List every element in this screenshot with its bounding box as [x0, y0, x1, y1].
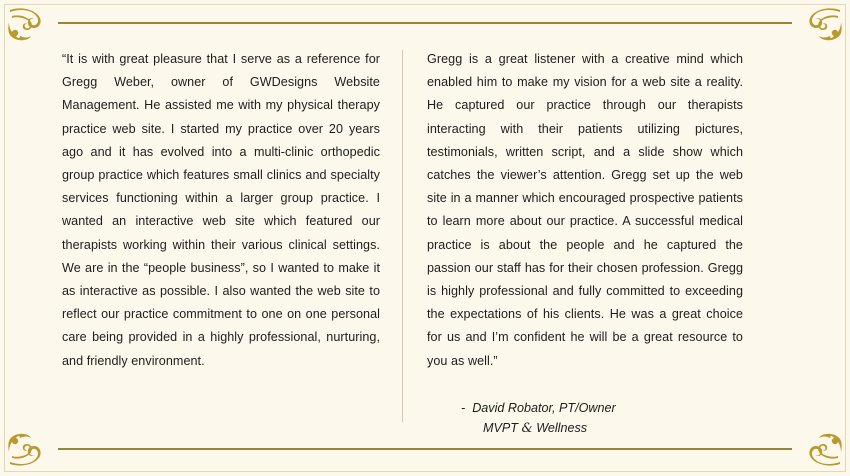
testimonial-paragraph-right: Gregg is a great listener with a creative mind which enabled him to make my vision for a web site a reality. He captured our practice through our therapists interacting with their patients utilizing pictures, testimonials, written script, and a slide show which catches the viewer’s attention. Gregg set up the web site in a manner which encouraged prospective patients to learn more about our practice. A successful medical practice is about the people and he captured the passion our staff has for their chosen profession. Gregg is highly professional and fully committed to exceeding the expectations of his clients. He was a great choice for us and I’m confident he will be a great resource to you as well.”: [427, 52, 743, 368]
flourish-corner-icon: [6, 430, 52, 470]
attribution-organization: [461, 418, 743, 438]
left-column: [62, 48, 402, 373]
organization-prefix: MVPT: [483, 420, 522, 435]
testimonial-paragraph-left: “It is with great pleasure that I serve as a reference for Gregg Weber, owner of GWDesigns Website Management. He assisted me with my physical therapy practice web site. I started my practice over 20 years ago and it has evolved into a multi-clinic orthopedic group practice which features small clinics and specialty services functioning within a larger group practice. I wanted an interactive web site which featured our therapists working within their various clinical settings. We are in the “people business”, so I wanted to make it as interactive as possible. I also wanted the web site to reflect our practice commitment to one on one personal care being provided in a highly professional, nurturing, and friendly environment.: [62, 52, 380, 368]
flourish-corner-icon: [798, 4, 844, 44]
attribution-dash: -: [461, 400, 466, 415]
right-column: [403, 48, 743, 438]
attribution-block: [427, 399, 743, 438]
ampersand-glyph: &: [521, 419, 533, 435]
attribution-person: David Robator, PT/Owner: [472, 400, 616, 415]
attribution-name: [461, 399, 743, 418]
bottom-divider-rule: [58, 448, 792, 450]
flourish-corner-icon: [798, 430, 844, 470]
testimonial-content: [62, 48, 788, 435]
top-divider-rule: [58, 22, 792, 24]
organization-suffix: Wellness: [532, 420, 588, 435]
flourish-corner-icon: [6, 4, 52, 44]
